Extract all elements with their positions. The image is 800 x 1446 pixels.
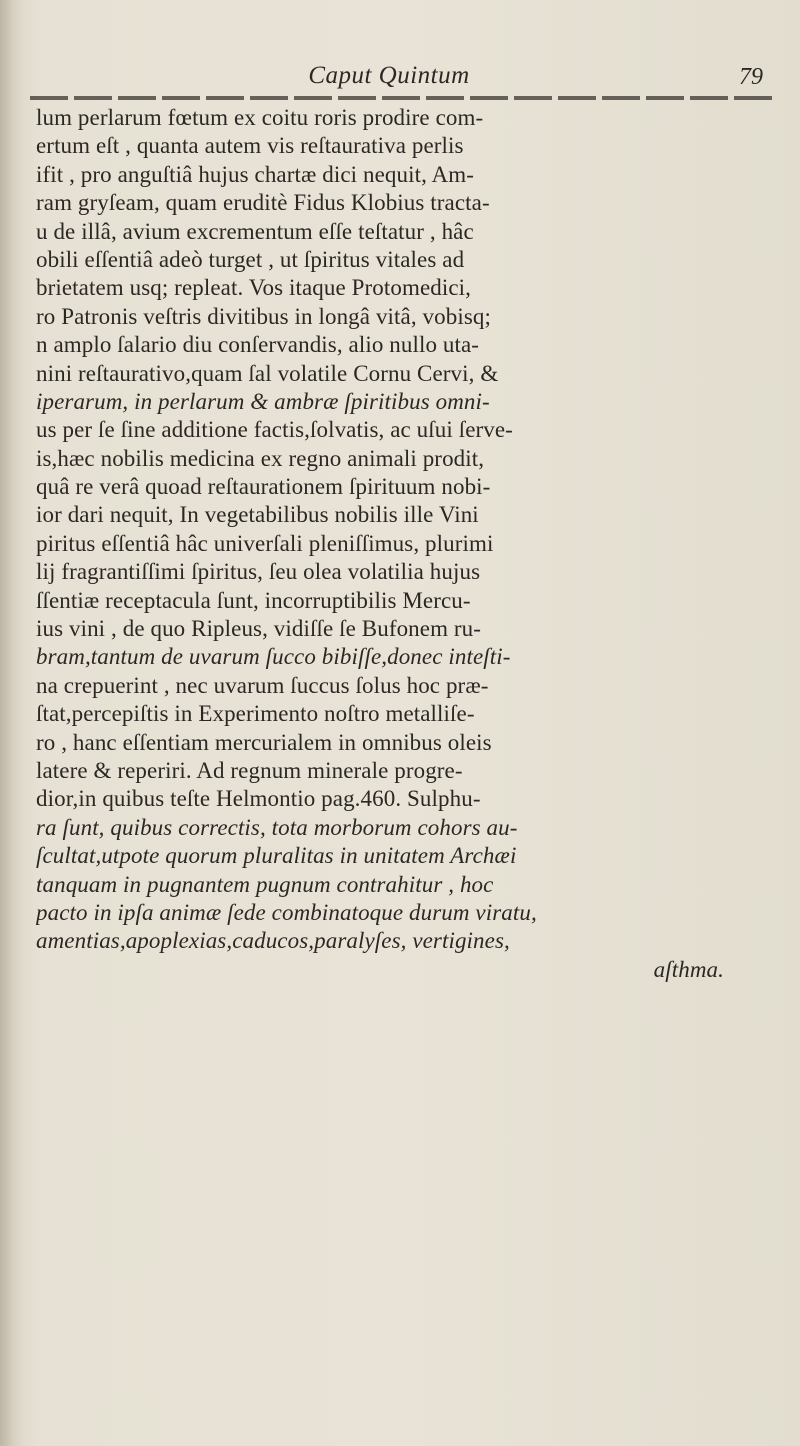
text-line: n amplo ſalario diu conſervandis, alio nullo uta-: [36, 332, 480, 358]
text-line: ſcultat,utpote quorum pluralitas in unitatem Archæi: [36, 843, 517, 869]
text-line: ius vini , de quo Ripleus, vidiſſe ſe Bufonem ru-: [36, 616, 482, 642]
text-line: ſtat,percepiſtis in Experimento noſtro metalliſe-: [36, 701, 475, 727]
text-line: latere & reperiri. Ad regnum minerale progre-: [36, 757, 463, 783]
text-line: pacto in ipſa animæ ſede combinatoque durum viratu,: [36, 899, 537, 925]
text-line: us per ſe ſine additione factis,ſolvatis, ac uſui ſerve-: [36, 417, 513, 443]
text-line: lij fragrantiſſimi ſpiritus, ſeu olea volatilia hujus: [36, 559, 481, 585]
binding-gutter: [0, 0, 22, 1446]
text-line: dior,in quibus teſte Helmontio pag.460. Sulphu-: [36, 786, 481, 812]
text-line: ro Patronis veſtris divitibus in longâ vitâ, vobisq;: [36, 303, 491, 329]
text-line: ram gryſeam, quam eruditè Fidus Klobius tracta-: [36, 190, 490, 216]
text-line: ro , hanc eſſentiam mercurialem in omnibus oleis: [36, 729, 492, 755]
page-number: 79: [739, 64, 763, 90]
text-line: na crepuerint , nec uvarum ſuccus ſolus hoc præ-: [36, 672, 489, 698]
header-rule: [30, 96, 775, 100]
text-line: bram,tantum de uvarum ſucco bibiſſe,donec inteſti-: [36, 644, 511, 670]
text-line: ertum eſt , quanta autem vis reſtaurativa perlis: [36, 133, 464, 159]
text-line: nini reſtaurativo,quam ſal volatile Cornu Cervi, &: [36, 360, 499, 386]
running-head: Caput Quintum: [308, 62, 470, 89]
body-text: [36, 104, 788, 984]
text-line: tanquam in pugnantem pugnum contrahitur , hoc: [36, 871, 494, 897]
text-line: u de illâ, avium excrementum eſſe teſtatur , hâc: [36, 218, 474, 244]
text-line: ſſentiæ receptacula ſunt, incorruptibilis Mercu-: [36, 587, 471, 613]
text-line: is,hæc nobilis medicina ex regno animali prodit,: [36, 445, 485, 471]
text-line: lum perlarum fœtum ex coitu roris prodire com-: [36, 105, 484, 130]
text-line: ra ſunt, quibus correctis, tota morborum cohors au-: [36, 814, 518, 840]
text-line: aſthma.: [653, 956, 724, 982]
text-line: obili eſſentiâ adeò turget , ut ſpiritus vitales ad: [36, 246, 465, 272]
text-line: piritus eſſentiâ hâc univerſali pleniſſimus, plurimi: [36, 530, 494, 556]
text-line: ior dari nequit, In vegetabilibus nobilis ille Vini: [36, 502, 479, 528]
text-line: ifit , pro anguſtiâ hujus chartæ dici nequit, Am-: [36, 161, 474, 187]
text-line: quâ re verâ quoad reſtaurationem ſpirituum nobi-: [36, 474, 491, 500]
text-line: brietatem usq; repleat. Vos itaque Protomedici,: [36, 275, 472, 301]
text-line: amentias,apoplexias,caducos,paralyſes, vertigines,: [36, 928, 510, 954]
text-line: iperarum, in perlarum & ambræ ſpiritibus omni-: [36, 388, 490, 414]
page-header: [30, 62, 785, 98]
